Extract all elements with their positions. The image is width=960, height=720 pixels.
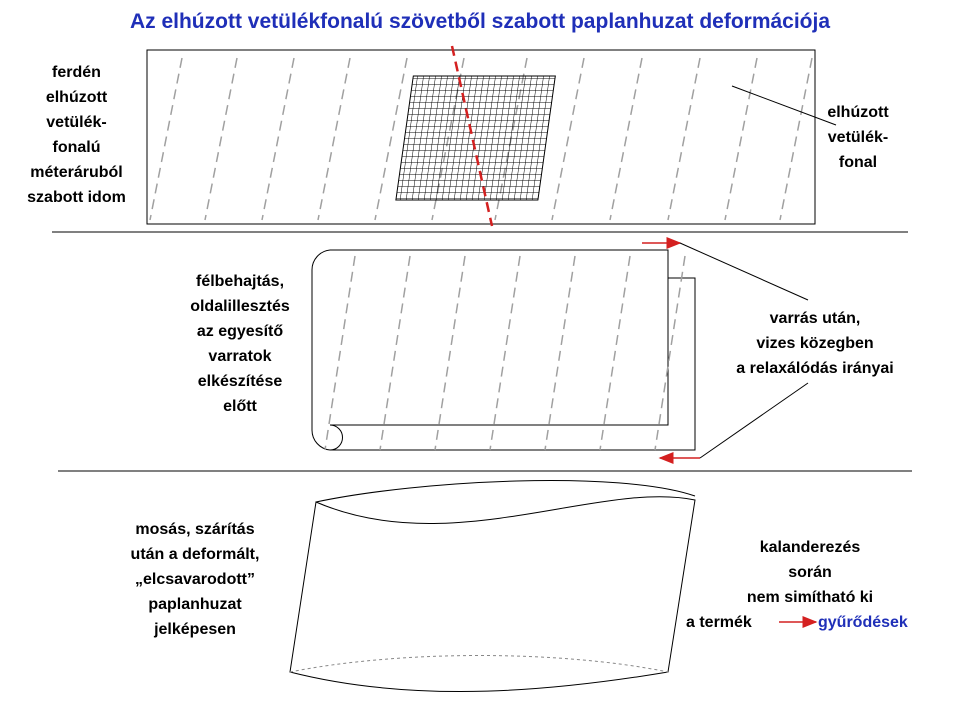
weft-dash-line: [380, 256, 410, 450]
section2-left-label: félbehajtás, oldalillesztés az egyesítő varratok elkészítése előtt: [190, 273, 290, 415]
callout-line-top: [680, 243, 808, 300]
weft-lines-2: [325, 256, 685, 450]
product-label: a termék: [686, 614, 752, 631]
back-layer: [668, 278, 695, 450]
weft-dash-line: [435, 256, 465, 450]
page-title: Az elhúzott vetülékfonalú szövetből szabott paplanhuzat deformációja: [129, 10, 831, 33]
section3-left-label: mosás, szárítás után a deformált, „elcsavarodott” paplanhuzat jelképesen: [130, 521, 260, 638]
callout-line-bottom: [700, 383, 808, 458]
weft-dash-line: [545, 256, 575, 450]
weft-dash-line: [325, 256, 355, 450]
section1-left-label: ferdén elhúzott vetülék- fonalú méteráruból szabott idom: [27, 64, 126, 206]
section3-right-label: kalanderezés során nem simítható ki: [746, 539, 874, 606]
weft-dash-line: [490, 256, 520, 450]
weave-grid: [396, 76, 555, 200]
weft-dash-line: [600, 256, 630, 450]
section1-fabric: [147, 46, 836, 226]
front-layer: [330, 250, 668, 450]
wrinkles-label: gyűrődések: [818, 614, 908, 631]
section2-right-label: varrás után, vizes közegben a relaxálódás irányai: [736, 310, 894, 377]
bottom-curve-back: [290, 656, 668, 673]
top-curve-back: [316, 481, 695, 502]
weft-dash-line: [655, 256, 685, 450]
section1-right-label: elhúzott vetülék- fonal: [827, 104, 889, 171]
